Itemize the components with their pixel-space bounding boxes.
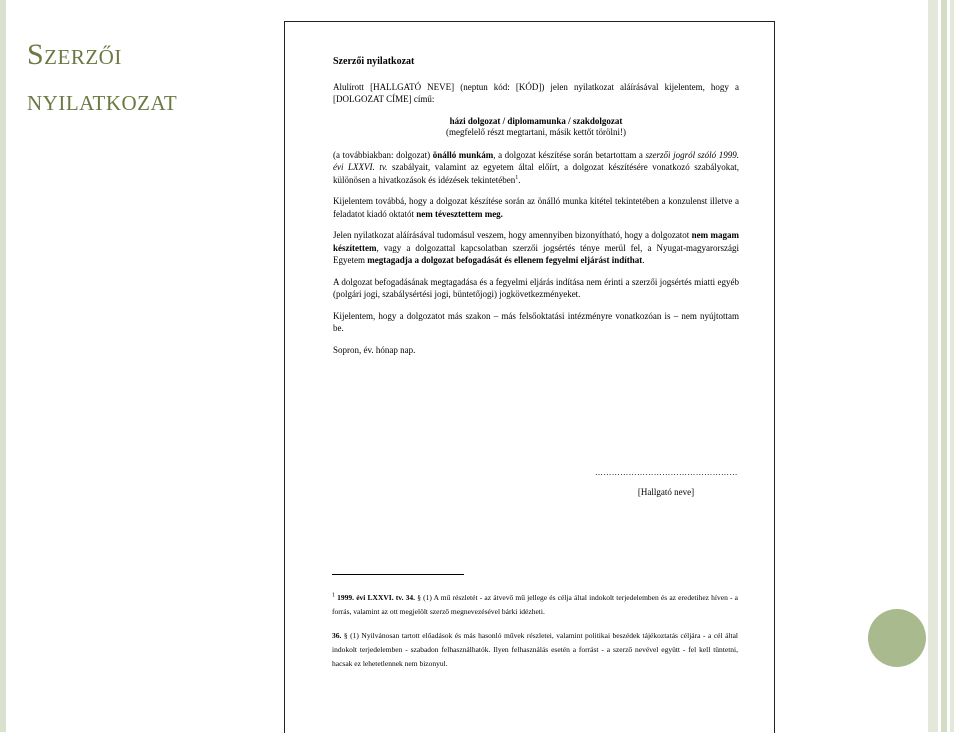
text-run: , vagy a dolgozattal kapcsolatban szerzői jogsértés ténye merül fel, a Nyugat-magyarországi Egyetem — [333, 242, 739, 265]
bold-run: 36. — [332, 631, 342, 640]
text-run: § (1) A mű részletét - az átvevő mű jellege és célja által indokolt terjedelemben és az eredetihez híven - a forrás, valamint az ott megjelölt szerző megnevezésével bárki idézheti. — [332, 593, 738, 616]
paragraph-legal: A dolgozat befogadásának megtagadása és a fegyelmi eljárás indítása nem érinti a szerzői jogsértés miatti egyéb (polgári jogi, szabálysértési jogi, büntetőjogi) jogkövetkezményeket. — [333, 276, 739, 299]
text-run: § (1) Nyilvánosan tartott előadások és más hasonló művek részletei, valamint politikai beszédek tájékoztatás céljára - a cél által indokolt terjedelemben - szabadon felhasználhatók. Ilyen felhasználás esetén a forrást - a szerző nevével együtt - fel kell tüntetni, hacsak ez lehetetlennek nem bizonyul. — [332, 631, 738, 668]
text-run: Kijelentem továbbá, hogy a dolgozat készítése során az önálló munka kitétel tekintetében a konzulenst illetve a feladatot kiadó oktatót — [333, 196, 739, 219]
bold-run: 1999. évi LXXVI. tv. 34. — [335, 593, 416, 602]
text-run: . — [642, 255, 645, 265]
text-run: szabályait, valamint az egyetem által előírt, a dolgozat készítésére vonatkozó szabályokat, különösen a hivatkozások és idézések tekintetében — [333, 162, 739, 185]
bold-run: nem magam készítettem — [333, 230, 739, 253]
paragraph-originality — [333, 149, 739, 187]
thesis-type-options: házi dolgozat / diplomamunka / szakdolgozat — [449, 115, 623, 126]
place-date: Sopron, év. hónap nap. — [333, 344, 416, 355]
slide-title-line1: Szerzői — [27, 38, 122, 71]
footnote-number: 1 — [332, 592, 335, 599]
paragraph-intro: Alulírott [HALLGATÓ NEVE] (neptun kód: [KÓD]) jelen nyilatkozat aláírásával kijelentem, hogy a [DOLGOZAT CÍME] című: — [333, 81, 739, 104]
right-frame-bar — [941, 0, 947, 732]
signature-line: …………………………………………… — [595, 468, 738, 477]
thesis-type-block — [333, 116, 739, 139]
bold-run: nem tévesztettem meg. — [416, 208, 503, 219]
right-frame-bar — [928, 0, 938, 732]
bold-run: önálló munkám — [432, 149, 494, 160]
left-frame-bar — [0, 0, 6, 732]
right-frame-bar — [950, 0, 954, 732]
text-run: (a továbbiakban: dolgozat) — [333, 149, 433, 160]
bold-run: megtagadja a dolgozat befogadását és ellenem fegyelmi eljárást indíthat — [367, 255, 643, 265]
footnote-1 — [332, 591, 738, 619]
paragraph-consultant — [333, 195, 739, 220]
paragraph-consequences — [333, 229, 739, 267]
footnote-2 — [332, 629, 738, 671]
signature-name: [Hallgató neve] — [637, 487, 695, 497]
text-run: . — [518, 174, 521, 185]
text-run: Jelen nyilatkozat aláírásával tudomásul veszem, hogy amennyiben bizonyítható, hogy a dolgozatot — [333, 230, 692, 240]
slide-title-line2: nyilatkozat — [27, 84, 178, 117]
footnotes — [332, 591, 738, 681]
italic-run: szerzői jogról szóló 1999. évi LXXVI. tv. — [333, 149, 739, 172]
thesis-type-note: (megfelelő részt megtartani, másik kettőt törölni!) — [446, 127, 626, 137]
document-heading: Szerzői nyilatkozat — [333, 56, 415, 67]
decorative-circle — [868, 609, 926, 667]
footnote-separator — [332, 574, 464, 575]
slide-title — [27, 32, 277, 124]
text-run: , a dolgozat készítése során betartottam a — [493, 149, 646, 160]
footnote-ref: 1 — [515, 174, 519, 181]
paragraph-submission: Kijelentem, hogy a dolgozatot más szakon – más felsőoktatási intézményre vonatkozóan is – nem nyújtottam be. — [333, 310, 739, 333]
document-body — [333, 56, 739, 365]
signature-block — [595, 468, 737, 497]
